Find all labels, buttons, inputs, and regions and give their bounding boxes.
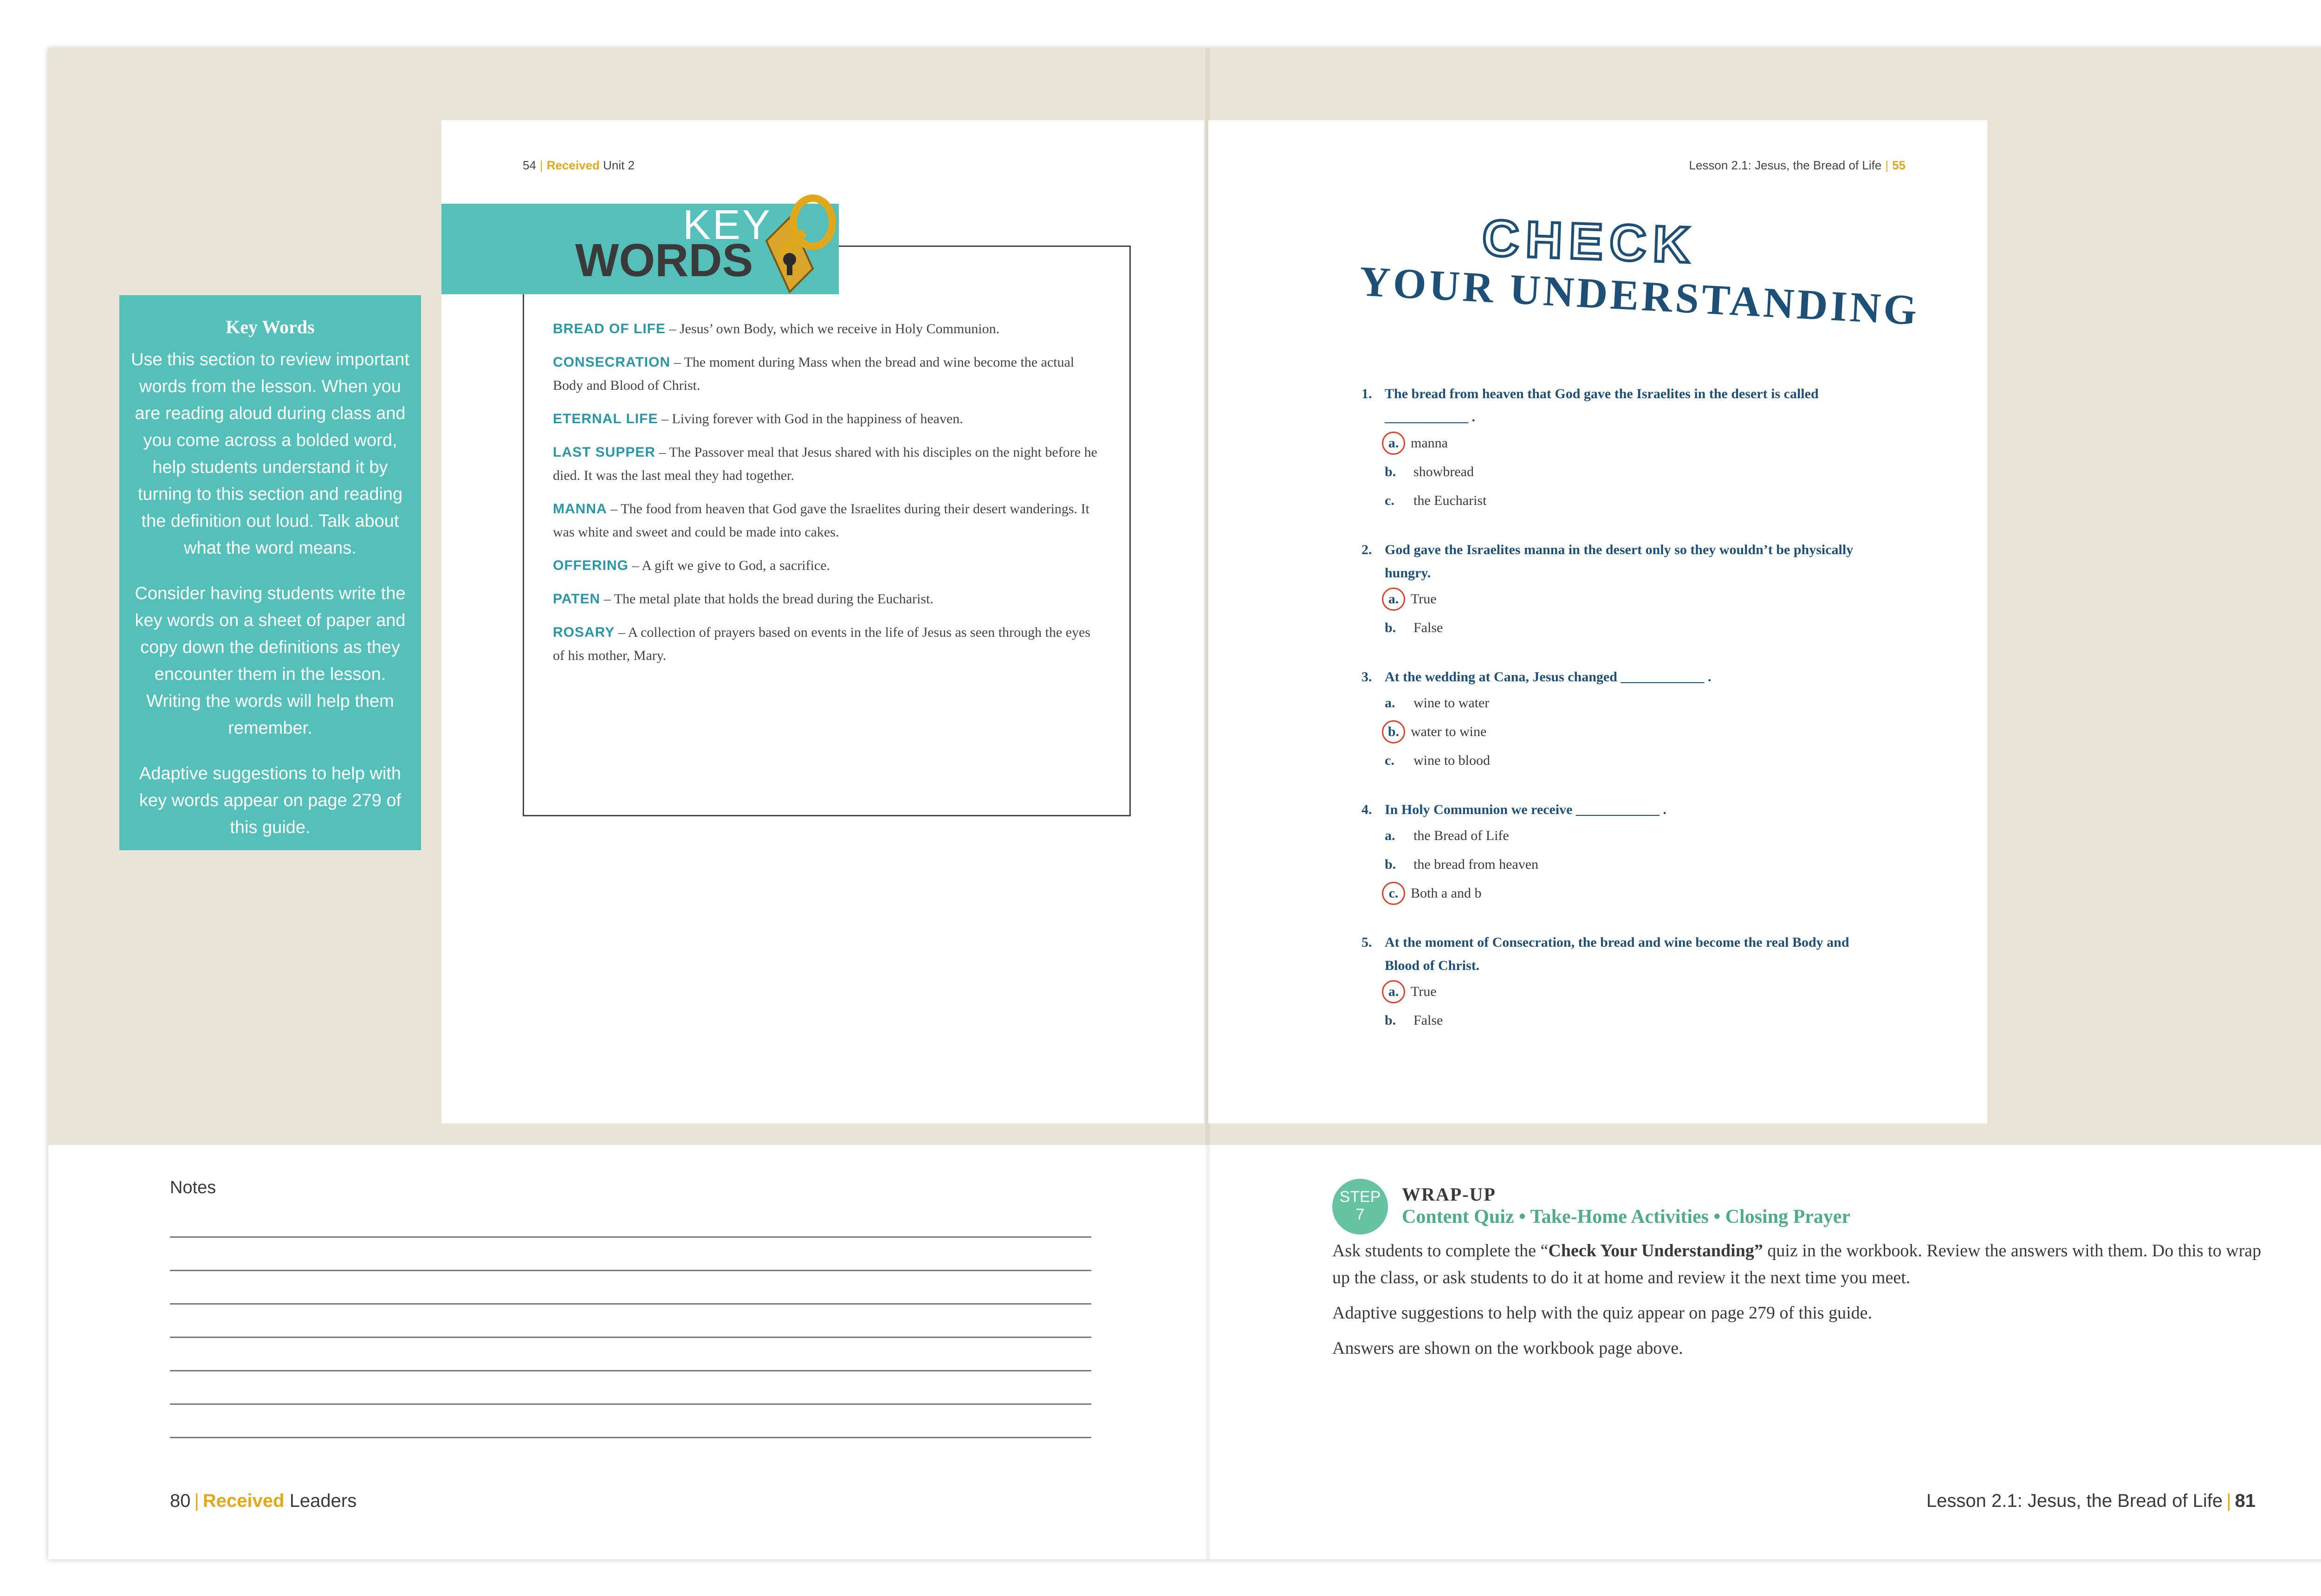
sidebar-title: Key Words xyxy=(226,317,315,337)
answer-option xyxy=(1361,879,1877,908)
question-text xyxy=(1361,931,1877,977)
notes-line xyxy=(170,1337,1091,1338)
answer-option xyxy=(1361,585,1877,614)
option-letter: b. xyxy=(1385,620,1396,635)
question-number: 2. xyxy=(1361,542,1372,557)
paragraph-text: quiz in the workbook. Review the answers with them. Do this to wrap up the class, or ask students to do it at home and review it the next time you meet. xyxy=(1332,1241,2262,1287)
key-words-sidebar xyxy=(119,295,421,850)
notes-line xyxy=(170,1270,1091,1271)
key-word-term: OFFERING xyxy=(553,558,629,573)
question-number: 4. xyxy=(1361,802,1372,817)
option-letter: b. xyxy=(1385,1013,1396,1028)
wrap-up-subtitle: Content Quiz • Take-Home Activities • Closing Prayer xyxy=(1402,1206,1851,1228)
key-word-entry xyxy=(553,407,1101,431)
unit-label: Unit 2 xyxy=(603,158,635,172)
sidebar-paragraph: Use this section to review important words from the lesson. When you are reading aloud during class and you come across a bolded word, help students understand it by turning to this section and reading the definition out loud. Talk about what the word means. xyxy=(131,350,409,558)
key-word-definition: – Living forever with God in the happiness of heaven. xyxy=(661,411,963,426)
option-text: False xyxy=(1413,620,1443,635)
option-letter: a. xyxy=(1385,828,1395,843)
step-label: STEP xyxy=(1339,1188,1381,1206)
quiz-question xyxy=(1361,538,1877,642)
key-word-entry xyxy=(553,351,1101,397)
question-text xyxy=(1361,382,1877,429)
quiz-question xyxy=(1361,382,1877,515)
key-word-definition: – The food from heaven that God gave the Israelites during their desert wanderings. It was white and sweet and could be made into cakes. xyxy=(553,501,1089,540)
correct-answer-letter: b. xyxy=(1382,720,1405,743)
notes-line xyxy=(170,1236,1091,1238)
question-number: 3. xyxy=(1361,669,1372,685)
key-words-heading-key: KEY xyxy=(683,202,772,248)
answer-option xyxy=(1361,486,1877,515)
your-understanding-heading: YOUR UNDERSTANDING xyxy=(1358,257,1921,334)
key-words-list xyxy=(553,317,1101,678)
option-letter: c. xyxy=(1385,493,1394,508)
key-word-entry xyxy=(553,554,1101,577)
key-word-term: LAST SUPPER xyxy=(553,445,656,460)
quiz-questions xyxy=(1361,382,1877,1058)
option-text: wine to blood xyxy=(1413,753,1490,768)
question-text xyxy=(1361,666,1877,689)
notes-line xyxy=(170,1370,1091,1371)
question-number: 5. xyxy=(1361,935,1372,950)
quiz-question xyxy=(1361,931,1877,1035)
option-text: the bread from heaven xyxy=(1413,857,1539,872)
workbook-page-right xyxy=(1208,120,1987,1124)
wrap-up-paragraph xyxy=(1332,1237,2265,1291)
key-word-term: CONSECRATION xyxy=(553,355,671,370)
correct-answer-letter: c. xyxy=(1382,882,1405,905)
key-word-definition: – Jesus’ own Body, which we receive in Holy Communion. xyxy=(669,321,1000,336)
option-letter: b. xyxy=(1385,857,1396,872)
step-badge xyxy=(1332,1179,1388,1234)
answer-option xyxy=(1361,458,1877,486)
question-prompt: At the moment of Consecration, the bread and wine become the real Body and Blood of Christ. xyxy=(1385,935,1849,973)
option-letter: c. xyxy=(1385,753,1394,768)
option-text: manna xyxy=(1411,435,1448,451)
wrap-up-paragraph: Answers are shown on the workbook page above. xyxy=(1332,1338,1683,1358)
key-word-term: BREAD OF LIFE xyxy=(553,321,666,336)
golden-key-icon xyxy=(739,190,841,301)
option-text: Both a and b xyxy=(1411,885,1482,901)
notes-line xyxy=(170,1437,1091,1438)
key-word-term: ROSARY xyxy=(553,625,615,640)
answer-option xyxy=(1361,689,1877,717)
page-number: 54 xyxy=(523,158,536,172)
wrap-up-title: WRAP-UP xyxy=(1402,1184,1496,1205)
key-word-entry xyxy=(553,621,1101,667)
correct-answer-letter: a. xyxy=(1382,980,1405,1003)
option-letter: b. xyxy=(1385,464,1396,479)
quiz-question xyxy=(1361,666,1877,775)
key-word-definition: – The moment during Mass when the bread and wine become the actual Body and Blood of Christ. xyxy=(553,355,1075,393)
option-text: wine to water xyxy=(1413,695,1490,711)
lesson-title: Lesson 2.1: Jesus, the Bread of Life xyxy=(1926,1491,2223,1511)
notes-line xyxy=(170,1303,1091,1305)
answer-option xyxy=(1361,850,1877,879)
key-word-entry xyxy=(553,317,1101,341)
answer-option xyxy=(1361,977,1877,1006)
key-word-definition: – The Passover meal that Jesus shared with his disciples on the night before he died. It was the last meal they had together. xyxy=(553,445,1097,483)
notes-label: Notes xyxy=(170,1178,216,1197)
key-words-heading-words: WORDS xyxy=(575,234,753,286)
question-text xyxy=(1361,798,1877,821)
key-word-definition: – The metal plate that holds the bread during the Eucharist. xyxy=(603,591,934,607)
check-heading: CHECK xyxy=(1481,209,1698,274)
paragraph-text: Ask students to complete the “ xyxy=(1332,1241,1549,1260)
page-number: 80 xyxy=(170,1491,191,1511)
workbook-page-left xyxy=(441,120,1204,1124)
book-title: Received xyxy=(546,158,600,172)
answer-option xyxy=(1361,717,1877,746)
key-word-term: PATEN xyxy=(553,591,601,607)
lesson-title: Lesson 2.1: Jesus, the Bread of Life xyxy=(1689,158,1882,172)
footer-left: 80 | Received Leaders xyxy=(170,1491,357,1511)
key-word-entry xyxy=(553,498,1101,544)
option-text: water to wine xyxy=(1411,724,1487,739)
option-text: True xyxy=(1411,591,1437,607)
quiz-question xyxy=(1361,798,1877,908)
wrap-up-body xyxy=(1332,1237,2265,1370)
answer-option xyxy=(1361,614,1877,642)
option-text: the Eucharist xyxy=(1413,493,1487,508)
question-number: 1. xyxy=(1361,386,1372,401)
question-prompt: God gave the Israelites manna in the desert only so they wouldn’t be physically hungry. xyxy=(1385,542,1854,581)
page-number: 55 xyxy=(1892,158,1906,172)
page-number: 81 xyxy=(2235,1491,2256,1511)
key-word-term: ETERNAL LIFE xyxy=(553,411,658,426)
key-word-definition: – A gift we give to God, a sacrifice. xyxy=(632,558,830,573)
book-title: Received xyxy=(202,1491,285,1511)
step-number: 7 xyxy=(1355,1206,1365,1223)
footer-suffix: Leaders xyxy=(289,1491,357,1511)
answer-option xyxy=(1361,821,1877,850)
sidebar-paragraph: Consider having students write the key words on a sheet of paper and copy down the definitions as they encounter them in the lesson. Writing the words will help them remember. xyxy=(135,584,406,738)
workbook-header-left: 54 | Received Unit 2 xyxy=(523,158,635,172)
key-word-entry xyxy=(553,588,1101,611)
option-letter: a. xyxy=(1385,695,1395,711)
question-prompt: The bread from heaven that God gave the Israelites in the desert is called ____________ . xyxy=(1385,386,1819,425)
sidebar-paragraph: Adaptive suggestions to help with key words appear on page 279 of this guide. xyxy=(139,764,402,837)
answer-option xyxy=(1361,746,1877,775)
option-text: the Bread of Life xyxy=(1413,828,1509,843)
correct-answer-letter: a. xyxy=(1382,588,1405,611)
question-prompt: At the wedding at Cana, Jesus changed ____________ . xyxy=(1385,669,1712,685)
option-text: False xyxy=(1413,1013,1443,1028)
answer-option xyxy=(1361,1006,1877,1035)
key-word-entry xyxy=(553,441,1101,487)
question-text xyxy=(1361,538,1877,585)
key-word-term: MANNA xyxy=(553,501,607,517)
question-prompt: In Holy Communion we receive ____________ . xyxy=(1385,802,1666,817)
workbook-header-right: Lesson 2.1: Jesus, the Bread of Life | 55 xyxy=(1689,158,1906,172)
answer-option xyxy=(1361,429,1877,458)
wrap-up-paragraph: Adaptive suggestions to help with the quiz appear on page 279 of this guide. xyxy=(1332,1303,1872,1323)
correct-answer-letter: a. xyxy=(1382,432,1405,455)
notes-line xyxy=(170,1403,1091,1405)
bold-quiz-name: Check Your Understanding” xyxy=(1548,1241,1763,1260)
key-word-definition: – A collection of prayers based on events in the life of Jesus as seen through the eyes of his mother, Mary. xyxy=(553,625,1090,663)
option-text: showbread xyxy=(1413,464,1474,479)
footer-right: Lesson 2.1: Jesus, the Bread of Life | 81 xyxy=(1926,1491,2256,1511)
option-text: True xyxy=(1411,984,1437,999)
